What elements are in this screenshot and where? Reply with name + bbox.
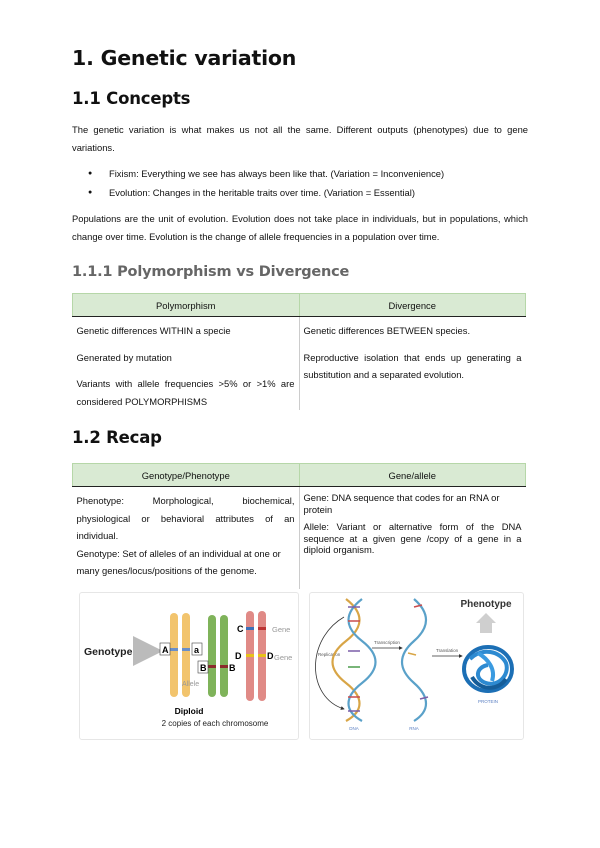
polymorphism-divergence-table — [72, 293, 526, 410]
allele-letter-C: C — [237, 624, 244, 634]
concepts-bullet-list — [72, 164, 528, 202]
allele-letter-D-left: D — [235, 651, 242, 661]
central-dogma-figure — [309, 592, 524, 740]
recap-table — [72, 463, 526, 589]
bullet-fixism: ● Fixism: Everything we see has always been like that. (Variation = Inconvenience) — [72, 164, 528, 183]
allele-letter-D-right: D — [267, 651, 274, 661]
phenotype-up-arrow-icon — [476, 613, 496, 633]
gene-label-1: Gene — [272, 625, 291, 634]
chromosome-green-2 — [220, 615, 228, 697]
chromosome-yellow-1 — [170, 613, 178, 697]
polymorphism-point-1: Genetic differences WITHIN a specie — [76, 325, 231, 336]
polymorphism-point-2: Generated by mutation — [76, 351, 172, 363]
divergence-point-2: Reproductive isolation that ends up generating a substitution and a separated evolution. — [303, 351, 522, 380]
polymorphism-cell — [73, 317, 300, 411]
bullet-evolution: ● Evolution: Changes in the heritable traits over time. (Variation = Essential) — [72, 183, 528, 202]
replication-label: Replication — [318, 652, 341, 657]
section-heading-recap: 1.2 Recap — [72, 428, 162, 447]
chromosome-illustration — [80, 593, 298, 739]
gene-definition: Gene: DNA sequence that codes for an RNA or protein — [303, 492, 500, 515]
page-title: 1. Genetic variation — [72, 46, 297, 70]
phenotype-label: Phenotype — [460, 599, 512, 610]
allele-label: Allele — [182, 681, 200, 688]
divergence-point-1: Genetic differences BETWEEN species. — [303, 325, 471, 336]
central-dogma-illustration — [310, 593, 523, 739]
chromosome-green-1 — [208, 615, 216, 697]
rna-label: RNA — [409, 726, 419, 731]
allele-definition: Allele: Variant or alternative form of the DNA sequence at a given gene /copy of a gene in a diploid organism. — [303, 521, 522, 555]
allele-letter-A: A — [162, 645, 169, 655]
replication-arrow-icon — [316, 617, 345, 709]
gene-label-2: Gene — [274, 653, 293, 662]
genotype-definition: Genotype: Set of alleles of an individual at one or many genes/locus/positions of the genome. — [76, 547, 281, 576]
transcription-label: Transcription — [374, 640, 400, 645]
dna-helix-icon — [333, 599, 376, 721]
table-header-gene-allele: Gene/allele — [299, 464, 526, 487]
table-header-polymorphism: Polymorphism — [73, 294, 300, 317]
gene-allele-cell — [299, 487, 526, 589]
dna-label: DNA — [349, 726, 359, 731]
translation-label: Translation — [436, 648, 459, 653]
subsection-heading-polymorphism: 1.1.1 Polymorphism vs Divergence — [72, 264, 350, 280]
concepts-intro: The genetic variation is what makes us not all the same. Different outputs (phenotypes) due to gene variations. — [72, 124, 528, 153]
phenotype-definition: Phenotype: Morphological, biochemical, physiological or behavioral attributes of an individual. — [76, 495, 295, 541]
allele-letter-B-right: B — [229, 663, 236, 673]
section-heading-concepts: 1.1 Concepts — [72, 89, 191, 108]
genotype-phenotype-cell — [73, 487, 300, 589]
chromosome-figure — [79, 592, 299, 740]
protein-icon — [464, 647, 512, 691]
table-header-divergence: Divergence — [299, 294, 526, 317]
divergence-cell — [299, 317, 526, 411]
diploid-caption: 2 copies of each chromosome — [161, 719, 269, 728]
allele-letter-B-left: B — [200, 663, 207, 673]
polymorphism-point-3: Variants with allele frequencies >5% or >1% are considered POLYMORPHISMS — [76, 378, 295, 407]
rna-strand-icon — [402, 599, 428, 721]
allele-letter-a: a — [194, 645, 200, 655]
protein-label: PROTEIN — [477, 699, 499, 704]
diploid-label: Diploid — [174, 706, 204, 716]
genotype-label: Genotype — [84, 646, 133, 658]
populations-paragraph: Populations are the unit of evolution. Evolution does not take place in individuals, but in populations, which change over time. Evolution is the change of allele frequencies in a population over time. — [72, 213, 528, 242]
table-header-genotype-phenotype: Genotype/Phenotype — [73, 464, 300, 487]
